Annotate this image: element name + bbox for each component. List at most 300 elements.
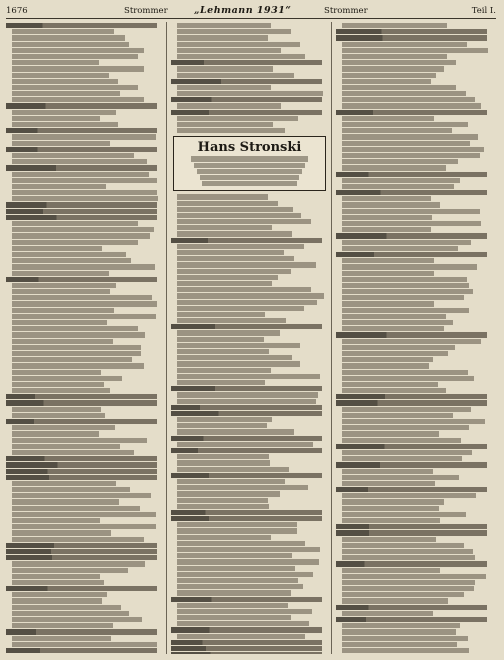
directory-entry-line xyxy=(177,35,268,40)
directory-entry-line xyxy=(177,504,269,509)
directory-entry-line xyxy=(12,388,110,393)
directory-entry-line xyxy=(12,172,149,177)
directory-entry-line xyxy=(342,518,440,523)
directory-entry-line xyxy=(177,281,272,286)
directory-entry-line xyxy=(342,314,446,319)
directory-entry-line xyxy=(177,479,285,484)
directory-entry-line xyxy=(342,431,439,436)
directory-entry-line xyxy=(6,202,157,207)
directory-entry-line xyxy=(342,413,453,418)
directory-entry-line xyxy=(342,363,429,368)
directory-entry-line xyxy=(177,244,304,249)
directory-entry-line xyxy=(336,35,487,40)
directory-entry-line xyxy=(6,165,157,170)
directory-entry-line xyxy=(177,250,284,255)
directory-entry-line xyxy=(342,456,462,461)
directory-entry-line xyxy=(177,547,320,552)
directory-entry-line xyxy=(342,264,477,269)
directory-entry-line xyxy=(177,269,291,274)
directory-entry-line xyxy=(171,473,322,478)
directory-entry-line xyxy=(342,221,481,226)
directory-entry-line xyxy=(342,499,444,504)
directory-entry-line xyxy=(342,506,439,511)
directory-entry-line xyxy=(342,623,460,628)
directory-entry-line xyxy=(342,42,467,47)
directory-entry-line xyxy=(177,54,305,59)
directory-entry-line xyxy=(6,462,157,467)
directory-entry-line xyxy=(342,97,475,102)
directory-entry-line xyxy=(342,122,468,127)
directory-entry-line xyxy=(336,530,487,535)
directory-column-2 xyxy=(171,22,328,654)
directory-entry-line xyxy=(171,110,322,115)
directory-entry-line xyxy=(342,320,453,325)
directory-entry-line xyxy=(342,419,485,424)
directory-entry-line xyxy=(12,326,138,331)
directory-entry-line xyxy=(12,159,147,164)
directory-entry-line xyxy=(12,42,129,47)
directory-entry-line xyxy=(12,66,144,71)
directory-entry-line xyxy=(336,444,487,449)
directory-column-3 xyxy=(336,22,493,654)
directory-entry-line xyxy=(342,85,456,90)
directory-entry-line xyxy=(336,332,487,337)
directory-entry-line xyxy=(12,363,144,368)
directory-entry-line xyxy=(177,368,271,373)
directory-entry-line xyxy=(6,629,157,634)
directory-entry-line xyxy=(177,553,292,558)
directory-entry-line xyxy=(177,349,269,354)
directory-entry-line xyxy=(12,301,157,306)
directory-entry-line xyxy=(342,592,464,597)
directory-entry-line xyxy=(177,399,316,404)
directory-entry-line xyxy=(171,60,322,65)
directory-entry-line xyxy=(342,351,448,356)
directory-entry-line xyxy=(12,60,99,65)
directory-entry-line xyxy=(342,165,446,170)
directory-entry-line xyxy=(12,29,114,34)
directory-entry-line xyxy=(6,555,157,560)
directory-entry-line xyxy=(342,636,468,641)
directory-entry-line xyxy=(342,153,480,158)
directory-entry-line xyxy=(177,66,273,71)
directory-entry-line xyxy=(12,481,116,486)
directory-entry-line xyxy=(342,642,457,647)
directory-entry-line xyxy=(12,54,138,59)
directory-entry-line xyxy=(177,287,311,292)
directory-entry-line xyxy=(177,91,323,96)
directory-entry-line xyxy=(171,516,322,521)
directory-entry-line xyxy=(342,159,458,164)
directory-entry-line xyxy=(177,578,298,583)
directory-entry-line xyxy=(12,116,100,121)
directory-entry-line xyxy=(171,411,322,416)
directory-entry-line xyxy=(6,648,157,653)
part-label: Teil I. xyxy=(471,6,496,16)
directory-entry-line xyxy=(12,295,152,300)
directory-entry-line xyxy=(12,227,154,232)
directory-entry-line xyxy=(177,231,292,236)
directory-entry-line xyxy=(342,301,434,306)
directory-entry-line xyxy=(342,586,474,591)
directory-entry-line xyxy=(12,252,126,257)
directory-entry-line xyxy=(342,209,480,214)
directory-entry-line xyxy=(342,450,472,455)
directory-entry-line xyxy=(12,450,134,455)
directory-entry-line xyxy=(177,73,294,78)
directory-entry-line xyxy=(6,475,157,480)
advertisement-box xyxy=(173,136,326,191)
directory-entry-line xyxy=(12,73,109,78)
directory-entry-line xyxy=(12,134,156,139)
advertisement-line xyxy=(197,169,303,174)
directory-entry-line xyxy=(342,66,444,71)
directory-entry-line xyxy=(177,225,272,230)
directory-entry-line xyxy=(342,295,464,300)
directory-entry-line xyxy=(336,524,487,529)
directory-entry-line xyxy=(342,512,466,517)
directory-entry-line xyxy=(12,320,107,325)
directory-entry-line xyxy=(12,568,128,573)
directory-entry-line xyxy=(6,456,157,461)
directory-entry-line xyxy=(171,640,322,645)
directory-entry-line xyxy=(177,541,305,546)
directory-entry-line xyxy=(342,475,459,480)
directory-entry-line xyxy=(342,246,458,251)
directory-entry-line xyxy=(6,23,157,28)
directory-entry-line xyxy=(342,196,431,201)
directory-entry-line xyxy=(6,103,157,108)
directory-entry-line xyxy=(342,215,432,220)
directory-entry-line xyxy=(12,48,144,53)
directory-entry-line xyxy=(342,271,434,276)
directory-entry-line xyxy=(342,240,471,245)
directory-entry-line xyxy=(342,60,456,65)
directory-entry-line xyxy=(342,73,436,78)
directory-entry-line xyxy=(171,448,322,453)
directory-entry-line xyxy=(342,493,476,498)
directory-entry-line xyxy=(342,481,435,486)
directory-entry-line xyxy=(12,444,120,449)
directory-entry-line xyxy=(177,559,319,564)
directory-entry-line xyxy=(177,609,312,614)
directory-entry-line xyxy=(342,580,475,585)
left-keyword: Strommer xyxy=(124,6,168,16)
directory-entry-line xyxy=(177,417,272,422)
directory-entry-line xyxy=(177,392,318,397)
directory-entry-line xyxy=(12,431,99,436)
book-title: „Lehmann 1931“ xyxy=(194,5,292,16)
directory-entry-line xyxy=(6,543,157,548)
right-keyword: Strommer xyxy=(324,6,368,16)
directory-entry-line xyxy=(342,23,447,28)
directory-entry-line xyxy=(336,487,487,492)
directory-entry-line xyxy=(171,405,322,410)
directory-entry-line xyxy=(12,184,106,189)
directory-entry-line xyxy=(336,394,487,399)
directory-entry-line xyxy=(342,469,433,474)
directory-entry-line xyxy=(342,277,467,282)
directory-entry-line xyxy=(342,376,474,381)
directory-entry-line xyxy=(12,178,157,183)
directory-entry-line xyxy=(171,646,322,651)
directory-entry-line xyxy=(177,300,317,305)
directory-entry-line xyxy=(177,522,297,527)
directory-entry-line xyxy=(177,306,304,311)
directory-entry-line xyxy=(6,400,157,405)
directory-entry-line xyxy=(177,429,294,434)
directory-entry-line xyxy=(342,202,440,207)
directory-entry-line xyxy=(6,394,157,399)
directory-entry-line xyxy=(177,330,280,335)
directory-entry-line xyxy=(336,233,487,238)
directory-entry-line xyxy=(177,423,267,428)
directory-entry-line xyxy=(177,116,298,121)
directory-entry-line xyxy=(342,308,469,313)
directory-entry-line xyxy=(342,611,433,616)
directory-entry-line xyxy=(177,262,316,267)
directory-entry-line xyxy=(12,35,125,40)
directory-entry-line xyxy=(177,442,313,447)
directory-entry-line xyxy=(177,361,300,366)
directory-entry-line xyxy=(177,380,265,385)
directory-entry-line xyxy=(12,518,100,523)
directory-entry-line xyxy=(12,233,150,238)
directory-entry-line xyxy=(342,128,452,133)
directory-entry-line xyxy=(12,642,157,647)
advertisement-line xyxy=(202,181,296,186)
directory-entry-line xyxy=(12,605,121,610)
directory-entry-line xyxy=(177,590,291,595)
directory-entry-line xyxy=(177,42,300,47)
directory-entry-line xyxy=(171,597,322,602)
directory-entry-line xyxy=(12,506,140,511)
directory-entry-line xyxy=(12,264,155,269)
directory-entry-line xyxy=(342,345,455,350)
directory-entry-line xyxy=(12,376,122,381)
directory-entry-line xyxy=(177,318,286,323)
directory-entry-line xyxy=(12,271,109,276)
directory-entry-line xyxy=(342,91,466,96)
directory-entry-line xyxy=(12,240,138,245)
directory-entry-line xyxy=(12,561,145,566)
directory-entry-line xyxy=(12,110,116,115)
directory-entry-line xyxy=(177,275,278,280)
directory-entry-line xyxy=(342,574,486,579)
directory-entry-line xyxy=(12,487,130,492)
directory-entry-line xyxy=(336,462,487,467)
directory-entry-line xyxy=(6,586,157,591)
directory-entry-line xyxy=(177,535,271,540)
directory-entry-line xyxy=(12,91,120,96)
directory-entry-line xyxy=(177,312,265,317)
directory-entry-line xyxy=(6,209,157,214)
directory-entry-line xyxy=(342,54,447,59)
advertisement-name: Hans Stronski xyxy=(197,140,302,156)
directory-entry-line xyxy=(12,382,104,387)
directory-entry-line xyxy=(171,652,322,654)
directory-entry-line xyxy=(12,438,147,443)
directory-entry-line xyxy=(342,370,468,375)
directory-entry-line xyxy=(342,407,471,412)
directory-entry-line xyxy=(342,382,438,387)
directory-entry-line xyxy=(177,621,309,626)
directory-entry-line xyxy=(336,252,487,257)
directory-entry-line xyxy=(177,219,311,224)
column-divider xyxy=(331,22,332,654)
page-header xyxy=(6,4,496,18)
directory-entry-line xyxy=(177,528,297,533)
directory-entry-line xyxy=(12,289,110,294)
directory-entry-line xyxy=(12,580,104,585)
directory-entry-line xyxy=(12,258,131,263)
directory-entry-line xyxy=(177,337,264,342)
directory-entry-line xyxy=(342,543,464,548)
directory-entry-line xyxy=(177,374,320,379)
directory-entry-line xyxy=(12,85,138,90)
directory-entry-line xyxy=(12,574,100,579)
directory-entry-line xyxy=(177,256,294,261)
directory-entry-line xyxy=(336,29,487,34)
directory-entry-line xyxy=(342,134,478,139)
directory-entry-line xyxy=(177,634,305,639)
directory-entry-line xyxy=(12,592,107,597)
directory-entry-line xyxy=(171,79,322,84)
directory-entry-line xyxy=(12,623,113,628)
directory-entry-line xyxy=(12,351,141,356)
directory-entry-line xyxy=(336,400,487,405)
directory-entry-line xyxy=(12,122,118,127)
directory-entry-line xyxy=(342,438,461,443)
directory-entry-line xyxy=(12,345,141,350)
directory-entry-line xyxy=(12,611,129,616)
directory-column-1 xyxy=(6,22,163,654)
directory-entry-line xyxy=(12,493,151,498)
directory-entry-line xyxy=(342,141,470,146)
directory-entry-line xyxy=(12,512,156,517)
directory-entry-line xyxy=(336,172,487,177)
directory-entry-line xyxy=(177,122,273,127)
directory-entry-line xyxy=(177,213,301,218)
directory-entry-line xyxy=(6,469,157,474)
directory-entry-line xyxy=(12,524,156,529)
directory-entry-line xyxy=(342,178,460,183)
directory-entry-line xyxy=(342,648,469,653)
page-number: 1676 xyxy=(6,6,28,16)
directory-entry-line xyxy=(177,460,270,465)
directory-entry-line xyxy=(342,48,488,53)
directory-entry-line xyxy=(342,289,473,294)
directory-entry-line xyxy=(342,258,434,263)
directory-entry-line xyxy=(12,190,157,195)
directory-entry-line xyxy=(177,615,291,620)
directory-entry-line xyxy=(171,436,322,441)
directory-entry-line xyxy=(177,498,268,503)
directory-entry-line xyxy=(342,388,446,393)
directory-entry-line xyxy=(171,324,322,329)
directory-entry-line xyxy=(342,79,431,84)
directory-entry-line xyxy=(12,97,144,102)
directory-entry-line xyxy=(342,568,440,573)
directory-entry-line xyxy=(12,499,119,504)
directory-entry-line xyxy=(6,215,157,220)
advertisement-line xyxy=(194,163,306,168)
directory-entry-line xyxy=(12,246,102,251)
directory-entry-line xyxy=(342,555,475,560)
directory-entry-line xyxy=(342,147,484,152)
directory-entry-line xyxy=(6,128,157,133)
directory-entry-line xyxy=(177,485,308,490)
directory-entry-line xyxy=(336,617,487,622)
directory-entry-line xyxy=(342,537,436,542)
directory-entry-line xyxy=(177,467,289,472)
directory-entry-line xyxy=(12,370,101,375)
directory-entry-line xyxy=(12,314,156,319)
column-divider xyxy=(166,22,167,654)
directory-entry-line xyxy=(342,227,431,232)
directory-entry-line xyxy=(177,23,271,28)
directory-entry-line xyxy=(177,491,280,496)
directory-entry-line xyxy=(12,339,113,344)
directory-entry-line xyxy=(12,332,145,337)
directory-entry-line xyxy=(342,357,433,362)
directory-entry-line xyxy=(12,79,118,84)
directory-entry-line xyxy=(342,116,434,121)
directory-entry-line xyxy=(336,561,487,566)
directory-entry-line xyxy=(177,207,293,212)
directory-entry-line xyxy=(12,530,111,535)
directory-entry-line xyxy=(177,566,295,571)
directory-entry-line xyxy=(12,598,102,603)
directory-entry-line xyxy=(342,549,473,554)
directory-entry-line xyxy=(171,510,322,515)
directory-entry-line xyxy=(177,293,324,298)
directory-entry-line xyxy=(177,343,300,348)
directory-entry-line xyxy=(6,549,157,554)
directory-entry-line xyxy=(12,425,115,430)
directory-entry-line xyxy=(177,201,278,206)
directory-entry-line xyxy=(342,283,469,288)
directory-entry-line xyxy=(12,537,144,542)
directory-entry-line xyxy=(171,386,322,391)
directory-entry-line xyxy=(177,603,288,608)
directory-entry-line xyxy=(12,141,110,146)
directory-entry-line xyxy=(177,194,268,199)
directory-entry-line xyxy=(12,636,111,641)
directory-entry-line xyxy=(336,190,487,195)
directory-entry-line xyxy=(177,29,291,34)
directory-entry-line xyxy=(342,629,456,634)
header-rule xyxy=(6,18,496,19)
directory-entry-line xyxy=(12,357,132,362)
advertisement-line xyxy=(191,156,309,161)
directory-entry-line xyxy=(177,584,303,589)
directory-entry-line xyxy=(12,407,101,412)
directory-entry-line xyxy=(6,277,157,282)
directory-entry-line xyxy=(342,184,454,189)
directory-entry-line xyxy=(336,110,487,115)
directory-entry-line xyxy=(342,339,481,344)
directory-entry-line xyxy=(171,238,322,243)
directory-entry-line xyxy=(171,97,322,102)
directory-entry-line xyxy=(177,103,281,108)
directory-entry-line xyxy=(342,326,444,331)
directory-entry-line xyxy=(336,605,487,610)
directory-entry-line xyxy=(342,425,469,430)
directory-entry-line xyxy=(171,627,322,632)
directory-entry-line xyxy=(342,103,481,108)
advertisement-line xyxy=(200,175,300,180)
